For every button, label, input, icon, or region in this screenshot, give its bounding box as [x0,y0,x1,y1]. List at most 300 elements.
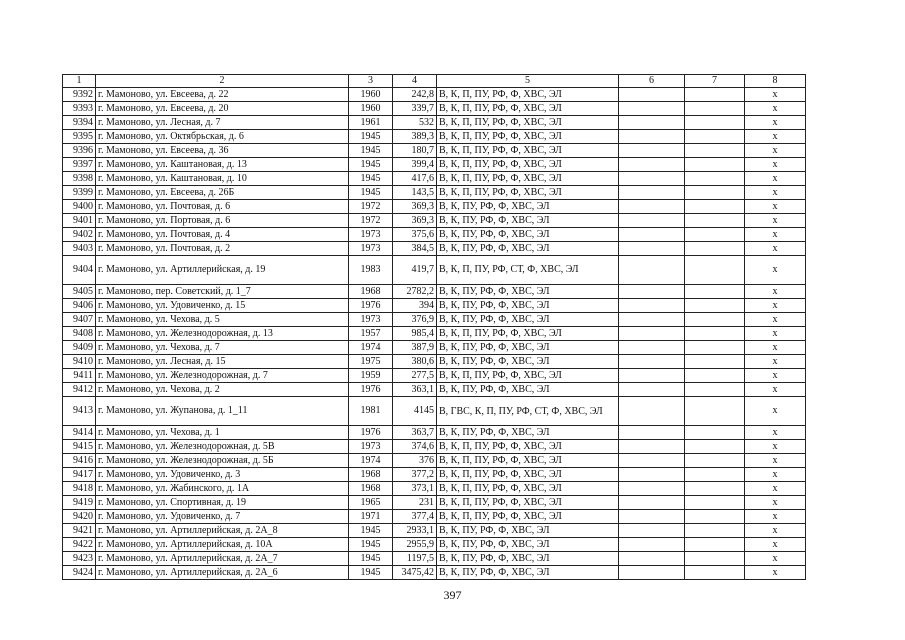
year-cell: 1973 [349,313,393,327]
services-cell: В, К, П, ПУ, РФ, Ф, ХВС, ЭЛ [437,130,619,144]
area-cell: 339,7 [393,102,437,116]
column-7-cell [685,116,745,130]
services-cell: В, К, ПУ, РФ, Ф, ХВС, ЭЛ [437,200,619,214]
column-6-cell [619,172,685,186]
column-7-cell [685,313,745,327]
services-cell: В, К, П, ПУ, РФ, Ф, ХВС, ЭЛ [437,186,619,200]
table-row [63,200,806,214]
address-cell: г. Мамоново, ул. Удовиченко, д. 7 [96,510,349,524]
column-7-cell [685,510,745,524]
year-cell: 1976 [349,299,393,313]
services-cell: В, К, П, ПУ, РФ, Ф, ХВС, ЭЛ [437,468,619,482]
address-cell: г. Мамоново, ул. Артиллерийская, д. 2А_8 [96,524,349,538]
table-row [63,88,806,102]
area-cell: 2933,1 [393,524,437,538]
column-6-cell [619,369,685,383]
record-number: 9409 [63,341,96,355]
column-6-cell [619,102,685,116]
column-7-cell [685,369,745,383]
column-8-cell: x [745,397,806,426]
address-cell: г. Мамоново, ул. Удовиченко, д. 15 [96,299,349,313]
area-cell: 399,4 [393,158,437,172]
table-row [63,242,806,256]
column-8-cell: x [745,355,806,369]
column-7-cell [685,383,745,397]
year-cell: 1945 [349,538,393,552]
column-7-cell [685,88,745,102]
address-cell: г. Мамоново, ул. Чехова, д. 2 [96,383,349,397]
column-header-3: 3 [349,75,393,88]
column-8-cell: x [745,186,806,200]
address-cell: г. Мамоново, ул. Жупанова, д. 1_11 [96,397,349,426]
address-cell: г. Мамоново, ул. Портовая, д. 6 [96,214,349,228]
column-6-cell [619,538,685,552]
record-number: 9400 [63,200,96,214]
table-row [63,496,806,510]
column-6-cell [619,186,685,200]
services-cell: В, К, ПУ, РФ, Ф, ХВС, ЭЛ [437,341,619,355]
column-7-cell [685,228,745,242]
services-cell: В, К, П, ПУ, РФ, Ф, ХВС, ЭЛ [437,102,619,116]
area-cell: 377,4 [393,510,437,524]
column-7-cell [685,355,745,369]
year-cell: 1960 [349,88,393,102]
area-cell: 417,6 [393,172,437,186]
address-cell: г. Мамоново, ул. Артиллерийская, д. 2А_7 [96,552,349,566]
services-cell: В, К, ПУ, РФ, Ф, ХВС, ЭЛ [437,299,619,313]
column-6-cell [619,440,685,454]
table-row [63,355,806,369]
services-cell: В, К, П, ПУ, РФ, Ф, ХВС, ЭЛ [437,158,619,172]
address-cell: г. Мамоново, ул. Октябрьская, д. 6 [96,130,349,144]
area-cell: 394 [393,299,437,313]
services-cell: В, К, ПУ, РФ, Ф, ХВС, ЭЛ [437,426,619,440]
column-8-cell: x [745,468,806,482]
column-8-cell: x [745,496,806,510]
area-cell: 369,3 [393,200,437,214]
services-cell: В, К, П, ПУ, РФ, Ф, ХВС, ЭЛ [437,88,619,102]
area-cell: 2955,9 [393,538,437,552]
area-cell: 419,7 [393,256,437,285]
column-6-cell [619,397,685,426]
record-number: 9398 [63,172,96,186]
year-cell: 1945 [349,130,393,144]
table-row [63,144,806,158]
services-cell: В, К, ПУ, РФ, Ф, ХВС, ЭЛ [437,214,619,228]
services-cell: В, К, ПУ, РФ, Ф, ХВС, ЭЛ [437,552,619,566]
services-cell: В, К, П, ПУ, РФ, Ф, ХВС, ЭЛ [437,369,619,383]
column-6-cell [619,214,685,228]
column-6-cell [619,158,685,172]
table-row [63,454,806,468]
table-row [63,228,806,242]
year-cell: 1945 [349,524,393,538]
table-row [63,397,806,426]
table-row [63,214,806,228]
record-number: 9392 [63,88,96,102]
table-row [63,116,806,130]
area-cell: 231 [393,496,437,510]
column-8-cell: x [745,144,806,158]
services-cell: В, К, П, ПУ, РФ, Ф, ХВС, ЭЛ [437,510,619,524]
area-cell: 377,2 [393,468,437,482]
address-cell: г. Мамоново, ул. Удовиченко, д. 3 [96,468,349,482]
year-cell: 1945 [349,158,393,172]
area-cell: 363,7 [393,426,437,440]
column-8-cell: x [745,454,806,468]
record-number: 9420 [63,510,96,524]
year-cell: 1968 [349,468,393,482]
column-8-cell: x [745,383,806,397]
services-cell: В, К, ПУ, РФ, Ф, ХВС, ЭЛ [437,242,619,256]
table-row [63,440,806,454]
column-7-cell [685,130,745,144]
record-number: 9415 [63,440,96,454]
column-6-cell [619,482,685,496]
services-cell: В, К, ПУ, РФ, Ф, ХВС, ЭЛ [437,383,619,397]
table-row [63,341,806,355]
column-8-cell: x [745,426,806,440]
column-7-cell [685,256,745,285]
column-7-cell [685,426,745,440]
column-7-cell [685,242,745,256]
record-number: 9410 [63,355,96,369]
services-cell: В, К, П, ПУ, РФ, Ф, ХВС, ЭЛ [437,172,619,186]
table-row [63,538,806,552]
table-row [63,468,806,482]
column-7-cell [685,566,745,580]
area-cell: 369,3 [393,214,437,228]
column-6-cell [619,524,685,538]
column-7-cell [685,482,745,496]
column-7-cell [685,341,745,355]
column-8-cell: x [745,341,806,355]
address-cell: г. Мамоново, ул. Железнодорожная, д. 13 [96,327,349,341]
address-cell: г. Мамоново, ул. Почтовая, д. 2 [96,242,349,256]
column-8-cell: x [745,228,806,242]
table-row [63,256,806,285]
record-number: 9397 [63,158,96,172]
record-number: 9421 [63,524,96,538]
column-8-cell: x [745,102,806,116]
table-row [63,369,806,383]
area-cell: 384,5 [393,242,437,256]
column-header-8: 8 [745,75,806,88]
column-8-cell: x [745,299,806,313]
year-cell: 1959 [349,369,393,383]
housing-register-table [62,74,806,580]
record-number: 9404 [63,256,96,285]
column-header-row [63,75,806,88]
table-row [63,566,806,580]
area-cell: 376,9 [393,313,437,327]
column-7-cell [685,524,745,538]
record-number: 9411 [63,369,96,383]
year-cell: 1975 [349,355,393,369]
area-cell: 376 [393,454,437,468]
column-6-cell [619,256,685,285]
column-8-cell: x [745,88,806,102]
services-cell: В, К, ПУ, РФ, Ф, ХВС, ЭЛ [437,285,619,299]
table-row [63,285,806,299]
column-8-cell: x [745,369,806,383]
column-7-cell [685,552,745,566]
column-7-cell [685,454,745,468]
column-header-5: 5 [437,75,619,88]
services-cell: В, К, ПУ, РФ, Ф, ХВС, ЭЛ [437,566,619,580]
column-8-cell: x [745,313,806,327]
column-7-cell [685,299,745,313]
column-6-cell [619,468,685,482]
column-7-cell [685,327,745,341]
table-row [63,524,806,538]
table-row [63,426,806,440]
table-row [63,327,806,341]
area-cell: 4145 [393,397,437,426]
column-8-cell: x [745,158,806,172]
year-cell: 1973 [349,440,393,454]
services-cell: В, К, П, ПУ, РФ, Ф, ХВС, ЭЛ [437,454,619,468]
services-cell: В, К, ПУ, РФ, Ф, ХВС, ЭЛ [437,313,619,327]
address-cell: г. Мамоново, ул. Каштановая, д. 10 [96,172,349,186]
column-6-cell [619,426,685,440]
address-cell: г. Мамоново, ул. Евсеева, д. 22 [96,88,349,102]
area-cell: 532 [393,116,437,130]
column-6-cell [619,88,685,102]
address-cell: г. Мамоново, ул. Почтовая, д. 6 [96,200,349,214]
year-cell: 1961 [349,116,393,130]
column-7-cell [685,186,745,200]
column-7-cell [685,440,745,454]
column-8-cell: x [745,566,806,580]
record-number: 9399 [63,186,96,200]
column-6-cell [619,355,685,369]
column-7-cell [685,285,745,299]
record-number: 9401 [63,214,96,228]
record-number: 9407 [63,313,96,327]
year-cell: 1945 [349,172,393,186]
column-8-cell: x [745,172,806,186]
column-8-cell: x [745,214,806,228]
services-cell: В, К, П, ПУ, РФ, Ф, ХВС, ЭЛ [437,116,619,130]
year-cell: 1981 [349,397,393,426]
services-cell: В, К, П, ПУ, РФ, Ф, ХВС, ЭЛ [437,440,619,454]
address-cell: г. Мамоново, ул. Артиллерийская, д. 19 [96,256,349,285]
record-number: 9417 [63,468,96,482]
address-cell: г. Мамоново, ул. Почтовая, д. 4 [96,228,349,242]
year-cell: 1968 [349,482,393,496]
column-6-cell [619,566,685,580]
column-7-cell [685,468,745,482]
address-cell: г. Мамоново, ул. Чехова, д. 5 [96,313,349,327]
column-8-cell: x [745,524,806,538]
services-cell: В, К, П, ПУ, РФ, СТ, Ф, ХВС, ЭЛ [437,256,619,285]
column-7-cell [685,538,745,552]
column-6-cell [619,313,685,327]
year-cell: 1971 [349,510,393,524]
year-cell: 1974 [349,454,393,468]
column-6-cell [619,200,685,214]
column-6-cell [619,510,685,524]
year-cell: 1972 [349,214,393,228]
column-6-cell [619,242,685,256]
services-cell: В, К, ПУ, РФ, Ф, ХВС, ЭЛ [437,524,619,538]
column-6-cell [619,341,685,355]
column-6-cell [619,299,685,313]
column-header-6: 6 [619,75,685,88]
address-cell: г. Мамоново, ул. Лесная, д. 15 [96,355,349,369]
services-cell: В, К, ПУ, РФ, Ф, ХВС, ЭЛ [437,355,619,369]
table-row [63,510,806,524]
area-cell: 373,1 [393,482,437,496]
record-number: 9424 [63,566,96,580]
area-cell: 242,8 [393,88,437,102]
address-cell: г. Мамоново, ул. Железнодорожная, д. 7 [96,369,349,383]
year-cell: 1973 [349,228,393,242]
year-cell: 1945 [349,552,393,566]
record-number: 9394 [63,116,96,130]
year-cell: 1957 [349,327,393,341]
area-cell: 389,3 [393,130,437,144]
column-8-cell: x [745,116,806,130]
column-8-cell: x [745,552,806,566]
column-7-cell [685,496,745,510]
column-8-cell: x [745,482,806,496]
area-cell: 2782,2 [393,285,437,299]
column-6-cell [619,327,685,341]
area-cell: 3475,42 [393,566,437,580]
record-number: 9416 [63,454,96,468]
column-7-cell [685,214,745,228]
table-row [63,130,806,144]
column-7-cell [685,397,745,426]
year-cell: 1974 [349,341,393,355]
year-cell: 1972 [349,200,393,214]
services-cell: В, ГВС, К, П, ПУ, РФ, СТ, Ф, ХВС, ЭЛ [437,397,619,426]
services-cell: В, К, ПУ, РФ, Ф, ХВС, ЭЛ [437,228,619,242]
page-number: 397 [443,588,462,602]
record-number: 9419 [63,496,96,510]
column-8-cell: x [745,285,806,299]
area-cell: 180,7 [393,144,437,158]
table-row [63,158,806,172]
year-cell: 1945 [349,186,393,200]
column-8-cell: x [745,130,806,144]
area-cell: 1197,5 [393,552,437,566]
record-number: 9412 [63,383,96,397]
column-8-cell: x [745,510,806,524]
year-cell: 1976 [349,383,393,397]
table-body [63,75,806,580]
area-cell: 277,5 [393,369,437,383]
record-number: 9403 [63,242,96,256]
column-6-cell [619,116,685,130]
record-number: 9402 [63,228,96,242]
services-cell: В, К, П, ПУ, РФ, Ф, ХВС, ЭЛ [437,482,619,496]
address-cell: г. Мамоново, ул. Жабинского, д. 1А [96,482,349,496]
column-8-cell: x [745,242,806,256]
services-cell: В, К, П, ПУ, РФ, Ф, ХВС, ЭЛ [437,327,619,341]
column-8-cell: x [745,538,806,552]
record-number: 9396 [63,144,96,158]
address-cell: г. Мамоново, ул. Евсеева, д. 26Б [96,186,349,200]
area-cell: 143,5 [393,186,437,200]
column-8-cell: x [745,200,806,214]
column-7-cell [685,200,745,214]
column-6-cell [619,285,685,299]
column-6-cell [619,383,685,397]
year-cell: 1945 [349,566,393,580]
table-row [63,313,806,327]
column-8-cell: x [745,327,806,341]
record-number: 9413 [63,397,96,426]
area-cell: 374,6 [393,440,437,454]
column-7-cell [685,158,745,172]
column-7-cell [685,172,745,186]
table-row [63,299,806,313]
services-cell: В, К, П, ПУ, РФ, Ф, ХВС, ЭЛ [437,496,619,510]
column-header-1: 1 [63,75,96,88]
address-cell: г. Мамоново, ул. Артиллерийская, д. 10А [96,538,349,552]
address-cell: г. Мамоново, ул. Железнодорожная, д. 5Б [96,454,349,468]
column-6-cell [619,144,685,158]
column-6-cell [619,454,685,468]
address-cell: г. Мамоново, ул. Евсеева, д. 20 [96,102,349,116]
services-cell: В, К, П, ПУ, РФ, Ф, ХВС, ЭЛ [437,144,619,158]
address-cell: г. Мамоново, ул. Артиллерийская, д. 2А_6 [96,566,349,580]
address-cell: г. Мамоново, ул. Спортивная, д. 19 [96,496,349,510]
record-number: 9406 [63,299,96,313]
address-cell: г. Мамоново, ул. Чехова, д. 1 [96,426,349,440]
table-row [63,552,806,566]
column-6-cell [619,496,685,510]
record-number: 9414 [63,426,96,440]
year-cell: 1976 [349,426,393,440]
table-row [63,482,806,496]
year-cell: 1960 [349,102,393,116]
column-6-cell [619,228,685,242]
column-6-cell [619,552,685,566]
area-cell: 387,9 [393,341,437,355]
address-cell: г. Мамоново, ул. Евсеева, д. 36 [96,144,349,158]
services-cell: В, К, ПУ, РФ, Ф, ХВС, ЭЛ [437,538,619,552]
column-7-cell [685,102,745,116]
record-number: 9423 [63,552,96,566]
year-cell: 1945 [349,144,393,158]
record-number: 9395 [63,130,96,144]
record-number: 9418 [63,482,96,496]
record-number: 9422 [63,538,96,552]
area-cell: 375,6 [393,228,437,242]
record-number: 9393 [63,102,96,116]
column-header-2: 2 [96,75,349,88]
year-cell: 1965 [349,496,393,510]
address-cell: г. Мамоново, ул. Каштановая, д. 13 [96,158,349,172]
year-cell: 1973 [349,242,393,256]
address-cell: г. Мамоново, пер. Советский, д. 1_7 [96,285,349,299]
column-6-cell [619,130,685,144]
column-8-cell: x [745,440,806,454]
area-cell: 380,6 [393,355,437,369]
address-cell: г. Мамоново, ул. Лесная, д. 7 [96,116,349,130]
column-header-4: 4 [393,75,437,88]
column-7-cell [685,144,745,158]
table-row [63,172,806,186]
table-row [63,102,806,116]
area-cell: 363,1 [393,383,437,397]
record-number: 9408 [63,327,96,341]
address-cell: г. Мамоново, ул. Чехова, д. 7 [96,341,349,355]
